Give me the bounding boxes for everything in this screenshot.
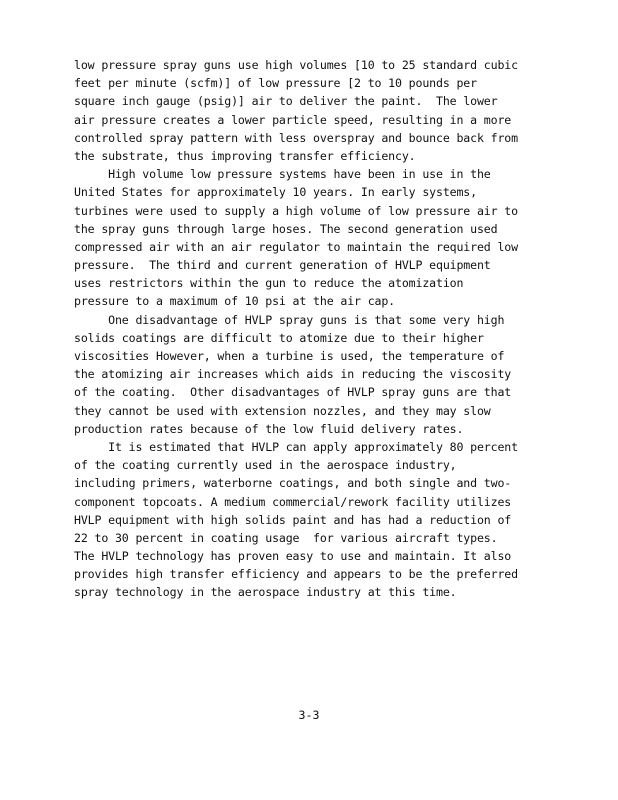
text-line: including primers, waterborne coatings, and both single and two- bbox=[74, 476, 512, 491]
text-line: the spray guns through large hoses. The second generation used bbox=[74, 221, 498, 236]
body-text bbox=[74, 56, 554, 602]
text-line: the atomizing air increases which aids in reducing the viscosity bbox=[74, 367, 512, 382]
text-line: solids coatings are difficult to atomize due to their higher bbox=[74, 330, 484, 345]
text-line: of the coating currently used in the aerospace industry, bbox=[74, 458, 457, 473]
text-line: 22 to 30 percent in coating usage for various aircraft types. bbox=[74, 530, 498, 545]
page-number: 3-3 bbox=[298, 708, 320, 722]
text-line: component topcoats. A medium commercial/rework facility utilizes bbox=[74, 494, 512, 509]
text-line: of the coating. Other disadvantages of HVLP spray guns are that bbox=[74, 385, 512, 400]
text-line: they cannot be used with extension nozzles, and they may slow bbox=[74, 403, 491, 418]
text-line: controlled spray pattern with less overspray and bounce back from bbox=[74, 130, 518, 145]
text-line: The HVLP technology has proven easy to use and maintain. It also bbox=[74, 549, 512, 564]
text-line: HVLP equipment with high solids paint and has had a reduction of bbox=[74, 512, 512, 527]
text-line: It is estimated that HVLP can apply approximately 80 percent bbox=[74, 439, 518, 454]
text-line: United States for approximately 10 years. In early systems, bbox=[74, 185, 477, 200]
text-line: square inch gauge (psig)] air to deliver the paint. The lower bbox=[74, 94, 498, 109]
text-line: the substrate, thus improving transfer efficiency. bbox=[74, 148, 416, 163]
text-line: One disadvantage of HVLP spray guns is that some very high bbox=[74, 312, 505, 327]
text-line: feet per minute (scfm)] of low pressure [2 to 10 pounds per bbox=[74, 76, 477, 91]
text-line: turbines were used to supply a high volume of low pressure air to bbox=[74, 203, 518, 218]
text-line: compressed air with an air regulator to maintain the required low bbox=[74, 239, 518, 254]
text-line: low pressure spray guns use high volumes [10 to 25 standard cubic bbox=[74, 58, 518, 72]
text-line: pressure. The third and current generation of HVLP equipment bbox=[74, 258, 491, 273]
text-line: production rates because of the low fluid delivery rates. bbox=[74, 421, 464, 436]
text-line: air pressure creates a lower particle speed, resulting in a more bbox=[74, 112, 512, 127]
text-line: spray technology in the aerospace industry at this time. bbox=[74, 585, 457, 600]
text-line: High volume low pressure systems have been in use in the bbox=[74, 167, 491, 182]
text-line: provides high transfer efficiency and appears to be the preferred bbox=[74, 567, 518, 582]
text-line: pressure to a maximum of 10 psi at the air cap. bbox=[74, 294, 396, 309]
text-line: viscosities However, when a turbine is used, the temperature of bbox=[74, 349, 505, 363]
text-line: uses restrictors within the gun to reduce the atomization bbox=[74, 276, 464, 291]
